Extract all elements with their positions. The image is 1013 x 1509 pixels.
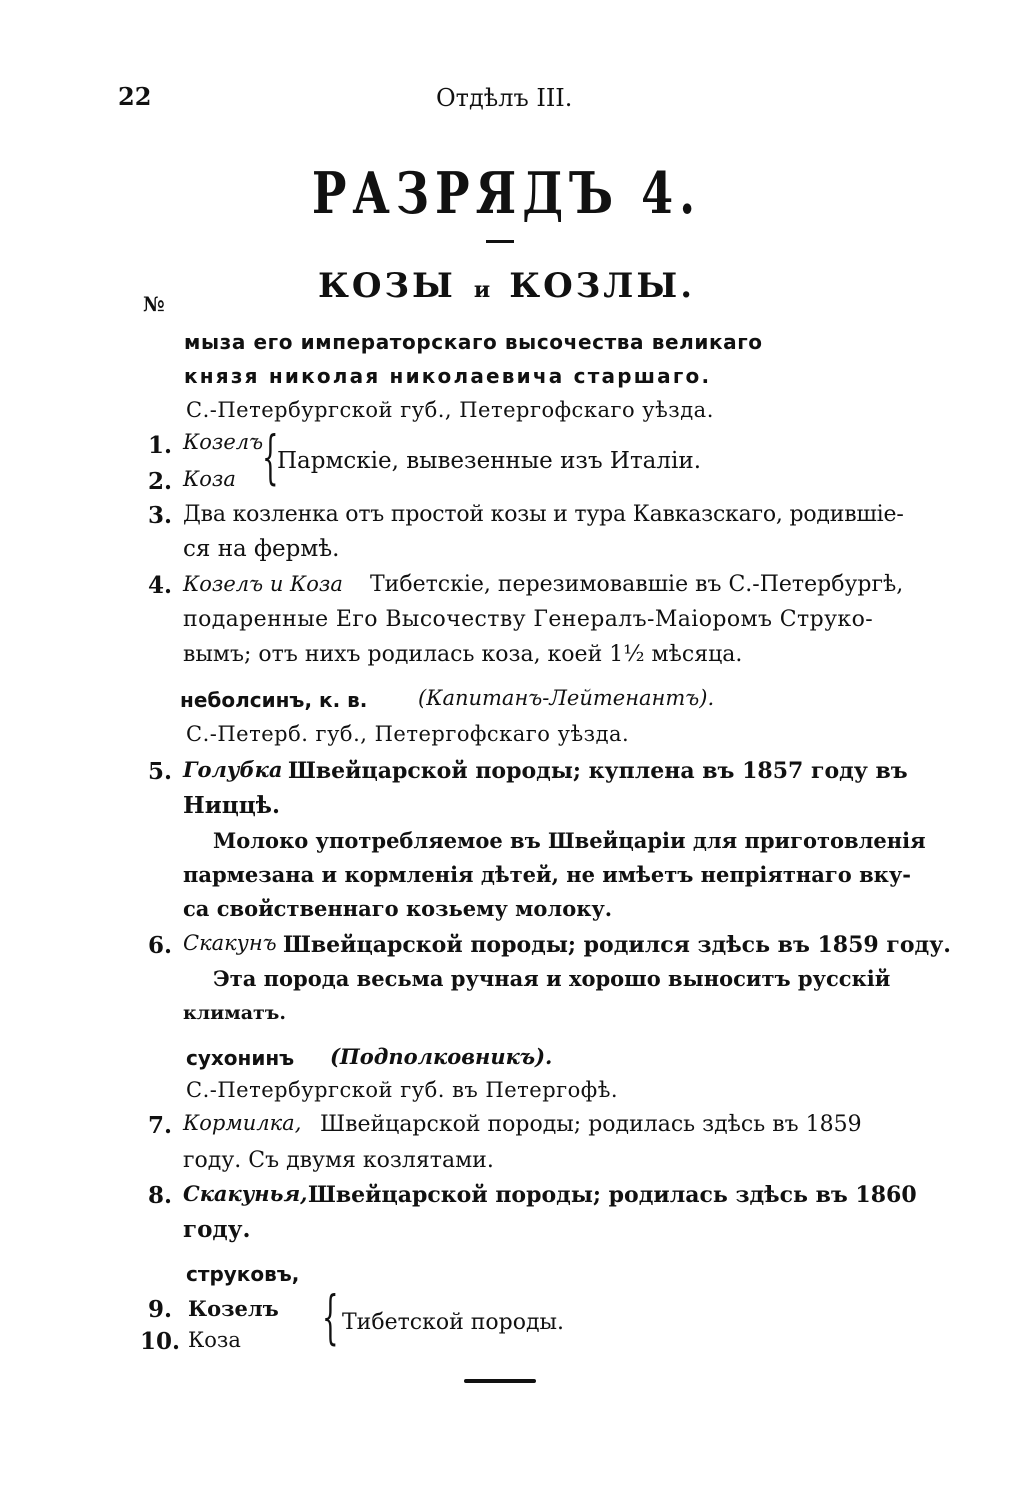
entry-5-line-1: Швейцарской породы; куплена въ 1857 году въ [288,758,908,784]
entry-5-note-3: са свойственнаго козьему молоку. [183,896,613,921]
entry-4-line-1: Тибетскіе, перезимовавшіе въ С.-Петербургѣ, [370,572,904,597]
page-number: 22 [118,82,152,111]
entry-7-line-1: Швейцарской породы; родилась здѣсь въ 1859 [320,1112,862,1137]
entry-3-line-1: Два козленка отъ простой козы и тура Кавказскаго, родившіе- [183,502,904,527]
entry-4-line-2: подаренные Его Высочеству Генералъ-Маіоромъ Струко- [183,607,874,632]
entry-9-name: Козелъ [188,1296,279,1321]
entries-1-2-description: Пармскіе, вывезенные изъ Италіи. [277,448,702,474]
owner-3-location: С.-Петербургской губ. въ Петергофѣ. [186,1078,619,1102]
entry-8-line-2: году. [183,1216,251,1243]
entry-5-name: Голубка [183,757,283,782]
entry-8-line-1: Швейцарской породы; родилась здѣсь въ 1860 [308,1182,917,1208]
brace-entries-1-2: { [262,423,279,491]
entry-10-name: Коза [188,1328,241,1352]
subtitle-word-2: КОЗЛЫ. [509,266,696,306]
entry-6-name: Скакунъ [183,931,277,955]
entry-2-number: 2. [148,468,173,495]
entry-6-line-1: Швейцарской породы; родился здѣсь въ 1859 году. [283,932,951,958]
page-title [0,159,1013,227]
owner-2-name: неболсинъ, к. в. [180,688,368,712]
entry-1-number: 1. [148,432,173,459]
owner-1-name-line-1: мыза его императорскаго высочества великаго [184,330,763,354]
entry-1-name: Козелъ [183,430,264,454]
title-divider [486,240,514,243]
owner-1-name-line-2: князя николая николаевича старшаго. [184,364,712,388]
owner-2-location: С.-Петерб. губ., Петергофскаго уѣзда. [186,722,630,746]
entry-7-number: 7. [148,1112,173,1139]
number-sign: № [143,292,165,316]
entry-5-line-2: Ниццѣ. [183,792,280,819]
entry-5-note-2: пармезана и кормленія дѣтей, не имѣетъ непріятнаго вку- [183,862,912,887]
owner-2-rank: (Капитанъ-Лейтенантъ). [418,686,715,710]
entry-4-line-3: вымъ; отъ нихъ родилась коза, коей 1½ мѣсяца. [183,642,743,667]
owner-3-name: сухонинъ [186,1046,295,1070]
entry-10-number: 10. [140,1328,181,1355]
running-header: Отдѣлъ III. [436,84,573,112]
entry-3-number: 3. [148,502,173,529]
entry-3-line-2: ся на фермѣ. [183,536,340,562]
owner-3-rank: (Подполковникъ). [330,1044,553,1069]
entry-9-number: 9. [148,1296,173,1323]
entry-2-name: Коза [183,467,236,491]
owner-4-name: струковъ, [186,1262,300,1286]
entry-5-number: 5. [148,758,173,785]
entry-6-note-2: климатъ. [183,1002,286,1024]
entries-9-10-description: Тибетской породы. [342,1310,565,1335]
entry-5-note-1: Молоко употребляемое въ Швейцаріи для приготовленія [213,828,926,853]
brace-entries-9-10: { [322,1283,339,1351]
entry-6-note-1: Эта порода весьма ручная и хорошо выноситъ русскій [213,966,891,991]
entry-6-number: 6. [148,932,173,959]
entry-7-name: Кормилка, [183,1111,302,1135]
subtitle-conjunction: и [473,277,492,303]
entry-4-number: 4. [148,572,173,599]
page-title-text: РАЗРЯДЪ 4. [311,159,702,227]
entry-7-line-2: году. Съ двумя козлятами. [183,1148,494,1173]
entry-8-number: 8. [148,1182,173,1209]
closing-divider [464,1379,536,1383]
entry-8-name: Скакунья, [183,1181,308,1206]
subtitle-word-1: КОЗЫ [317,266,456,306]
owner-1-location: С.-Петербургской губ., Петергофскаго уѣзда. [186,398,714,422]
entry-4-name: Козелъ и Коза [183,572,343,596]
